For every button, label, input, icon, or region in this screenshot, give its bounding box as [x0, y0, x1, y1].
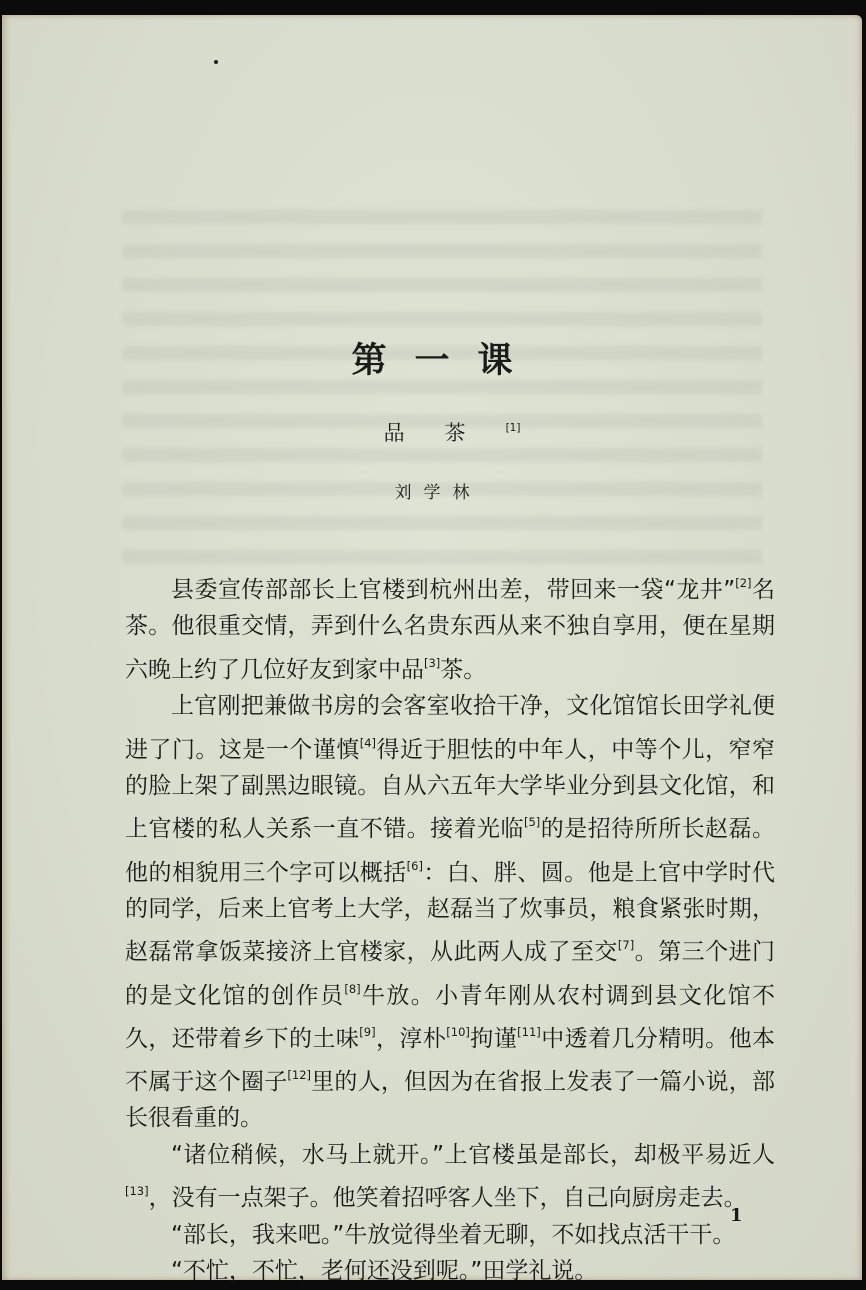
paragraph-text: 得近于胆怯的中年人，中等个儿，窄窄的脸上架了副黑边眼镜。自从六五年大学毕业分到县文化馆，和上官楼的私人关系一直不错。接着光临 [125, 736, 776, 843]
paragraph-text: 的是招待所所长赵磊。他的相貌用三个字可以概括 [125, 816, 776, 886]
lesson-title: 第一课 [351, 341, 541, 381]
footnote-marker: [3] [424, 655, 441, 670]
footnote-marker: [7] [617, 938, 635, 953]
paragraph-text: “诸位稍候，水马上就开。”上官楼虽是部长，却极平易近人 [171, 1141, 775, 1168]
book-page [2, 15, 862, 1285]
paragraph-text: 牛放。小青年刚从农村调到县文化馆不久，还带着乡下的土味 [125, 982, 776, 1052]
paragraph-text: 。第三个进门的是文化馆的创作员 [125, 939, 776, 1009]
paragraph-text: 拘谨 [469, 1025, 518, 1052]
footnote-marker: [1] [505, 422, 521, 435]
paragraph-text: ，淳朴 [375, 1025, 447, 1052]
footnote-marker: [13] [125, 1184, 149, 1199]
paragraph-text: 名茶。他很重交情，弄到什么名贵东西从来不独自享用，便在星期六晚上约了几位好友到家中品 [125, 576, 775, 683]
page-number: 1 [730, 1205, 743, 1226]
essay-title [2, 417, 862, 447]
paragraph [125, 688, 775, 1137]
paragraph-text: 里的人，但因为在省报上发表了一篇小说，部长很看重的。 [125, 1068, 776, 1132]
body-text [125, 565, 775, 1290]
essay-title-text: 品茶 [383, 421, 506, 445]
author-name: 刘学林 [394, 483, 482, 503]
paragraph [125, 1253, 775, 1290]
paragraph [125, 565, 775, 688]
paragraph-text: ，没有一点架子。他笑着招呼客人坐下，自己向厨房走去。 [148, 1185, 747, 1212]
footnote-marker: [10] [446, 1024, 470, 1039]
bleed-through-text [122, 210, 762, 580]
footnote-marker: [5] [524, 815, 541, 830]
paragraph-text: 上官刚把兼做书房的会客室收拾干净，文化馆馆长田学礼便进了门。这是一个谨慎 [125, 693, 775, 763]
footnote-marker: [4] [359, 735, 377, 750]
paragraph-text: “部长，我来吧。”牛放觉得坐着无聊，不如找点活干干。 [171, 1221, 736, 1248]
footnote-marker: [2] [735, 576, 752, 590]
footnote-marker: [11] [517, 1024, 541, 1039]
footnote-marker: [12] [287, 1068, 312, 1083]
footnote-marker: [9] [359, 1024, 376, 1039]
paragraph-text: 茶。 [440, 656, 487, 683]
paragraph-text: ：白、胖、圆。他是上官中学时代的同学，后来上官考上大学，赵磊当了炊事员，粮食紧张时期，赵磊常拿饭菜接济上官楼家，从此两人成了至交 [125, 859, 776, 966]
paper-speck [214, 60, 218, 64]
footnote-marker: [6] [406, 858, 423, 873]
footnote-marker: [8] [344, 981, 361, 996]
paragraph-text: 县委宣传部部长上官楼到杭州出差，带回来一袋“龙井” [171, 576, 736, 603]
paragraph [125, 1137, 775, 1217]
paragraph [125, 1217, 775, 1254]
paragraph-text: “不忙，不忙，老何还没到呢。”田学礼说。 [171, 1258, 598, 1285]
paragraph-text: 中透着几分精明。他本不属于这个圈子 [125, 1025, 776, 1095]
